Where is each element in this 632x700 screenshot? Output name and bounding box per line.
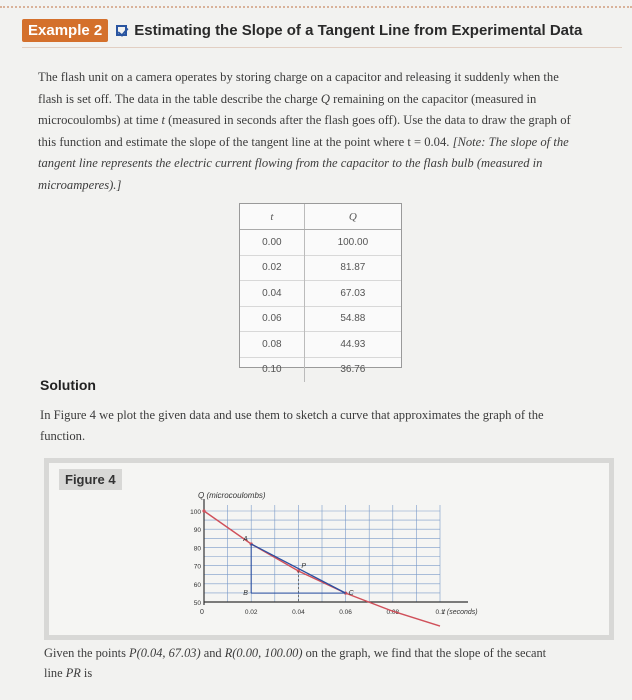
checkbox-icon: [116, 25, 127, 36]
y-tick-label: 50: [193, 600, 201, 607]
secant-text-4: is: [80, 666, 93, 680]
point-label-b: B: [243, 590, 248, 598]
header-divider: [22, 47, 622, 48]
secant-text-3: on the graph, we find that the slope of the secant line: [44, 646, 547, 680]
table-row: [240, 281, 401, 307]
solution-text: In Figure 4 we plot the given data and use them to sketch a curve that approximates the graph of the function.: [40, 408, 544, 443]
cell-q: 54.88: [304, 306, 401, 332]
table-row: [240, 230, 401, 256]
point-r: R(0.00, 100.00): [224, 646, 303, 660]
problem-text-3: (measured in seconds after the flash goes off). Use the data to draw the graph of this function and estimate the slope of the tangent line at the point where: [38, 113, 571, 149]
y-tick-label: 90: [193, 527, 201, 535]
table-row: [240, 357, 401, 382]
problem-text-1: The flash unit on a camera operates by storing charge on a capacitor and releasing it suddenly when the flash is set off. The data in the table describe the charge: [38, 70, 559, 106]
point-label-c: C: [348, 590, 354, 598]
top-dotted-rule: [0, 6, 632, 10]
secant-text-2: and: [200, 646, 225, 660]
x-tick-label: 0.1: [435, 609, 445, 616]
cell-q: 36.76: [304, 357, 401, 382]
table-header-t: t: [240, 204, 304, 230]
cell-t: 0.02: [240, 255, 304, 281]
var-q: Q: [320, 91, 331, 106]
x-tick-label: 0.02: [244, 609, 258, 616]
secant-pr: PR: [65, 666, 81, 680]
table-header-q: Q: [304, 204, 401, 230]
solution-heading: Solution: [40, 377, 96, 393]
example-tag: Example 2: [22, 19, 108, 42]
table-row: [240, 332, 401, 358]
secant-text-1: Given the points: [44, 646, 130, 660]
cell-q: 100.00: [304, 230, 401, 256]
origin-label: 0: [200, 609, 204, 616]
x-axis-label: t (seconds): [443, 609, 478, 616]
point-label-p: P: [301, 563, 307, 571]
var-t: t: [161, 113, 165, 127]
x-tick-label: 0.04: [292, 609, 305, 616]
point-label-a: A: [243, 535, 248, 543]
cell-t: 0.10: [240, 357, 304, 382]
y-tick-label: 60: [193, 581, 201, 589]
example-header: [22, 17, 582, 43]
cell-t: 0.06: [240, 306, 304, 332]
problem-note: [Note: The slope of the tangent line represents the electric current flowing from the capacitor to the flash bulb (measured in microamperes).]: [38, 134, 569, 192]
data-table: [239, 203, 402, 376]
data-point: [202, 509, 205, 512]
cell-q: 44.93: [304, 332, 401, 358]
y-tick-label: 70: [193, 563, 201, 571]
table-row: [240, 255, 401, 281]
y-tick-label: 80: [193, 545, 201, 553]
figure-label: Figure 4: [59, 469, 122, 490]
cell-q: 81.87: [304, 255, 401, 281]
secant-text: [44, 643, 564, 683]
point-p: P(0.04, 67.03): [129, 646, 201, 660]
table-row: [240, 306, 401, 332]
y-tick-label: 100: [190, 509, 201, 516]
t-equals: t = 0.04.: [407, 134, 450, 149]
cell-t: 0.00: [240, 230, 304, 256]
x-tick-label: 0.08: [386, 609, 400, 616]
problem-text-2: remaining on the capacitor (measured in microcoulombs) at time: [38, 91, 537, 127]
cell-t: 0.04: [240, 281, 304, 307]
cell-q: 67.03: [304, 281, 401, 307]
x-tick-label: 0.06: [339, 609, 352, 616]
problem-statement: [38, 67, 578, 196]
figure-panel: [44, 458, 614, 640]
example-title: Estimating the Slope of a Tangent Line from Experimental Data: [134, 21, 583, 39]
figure-4-chart: [49, 463, 609, 635]
cell-t: 0.08: [240, 332, 304, 358]
y-axis-label: Q (microcoulombs): [198, 491, 266, 500]
